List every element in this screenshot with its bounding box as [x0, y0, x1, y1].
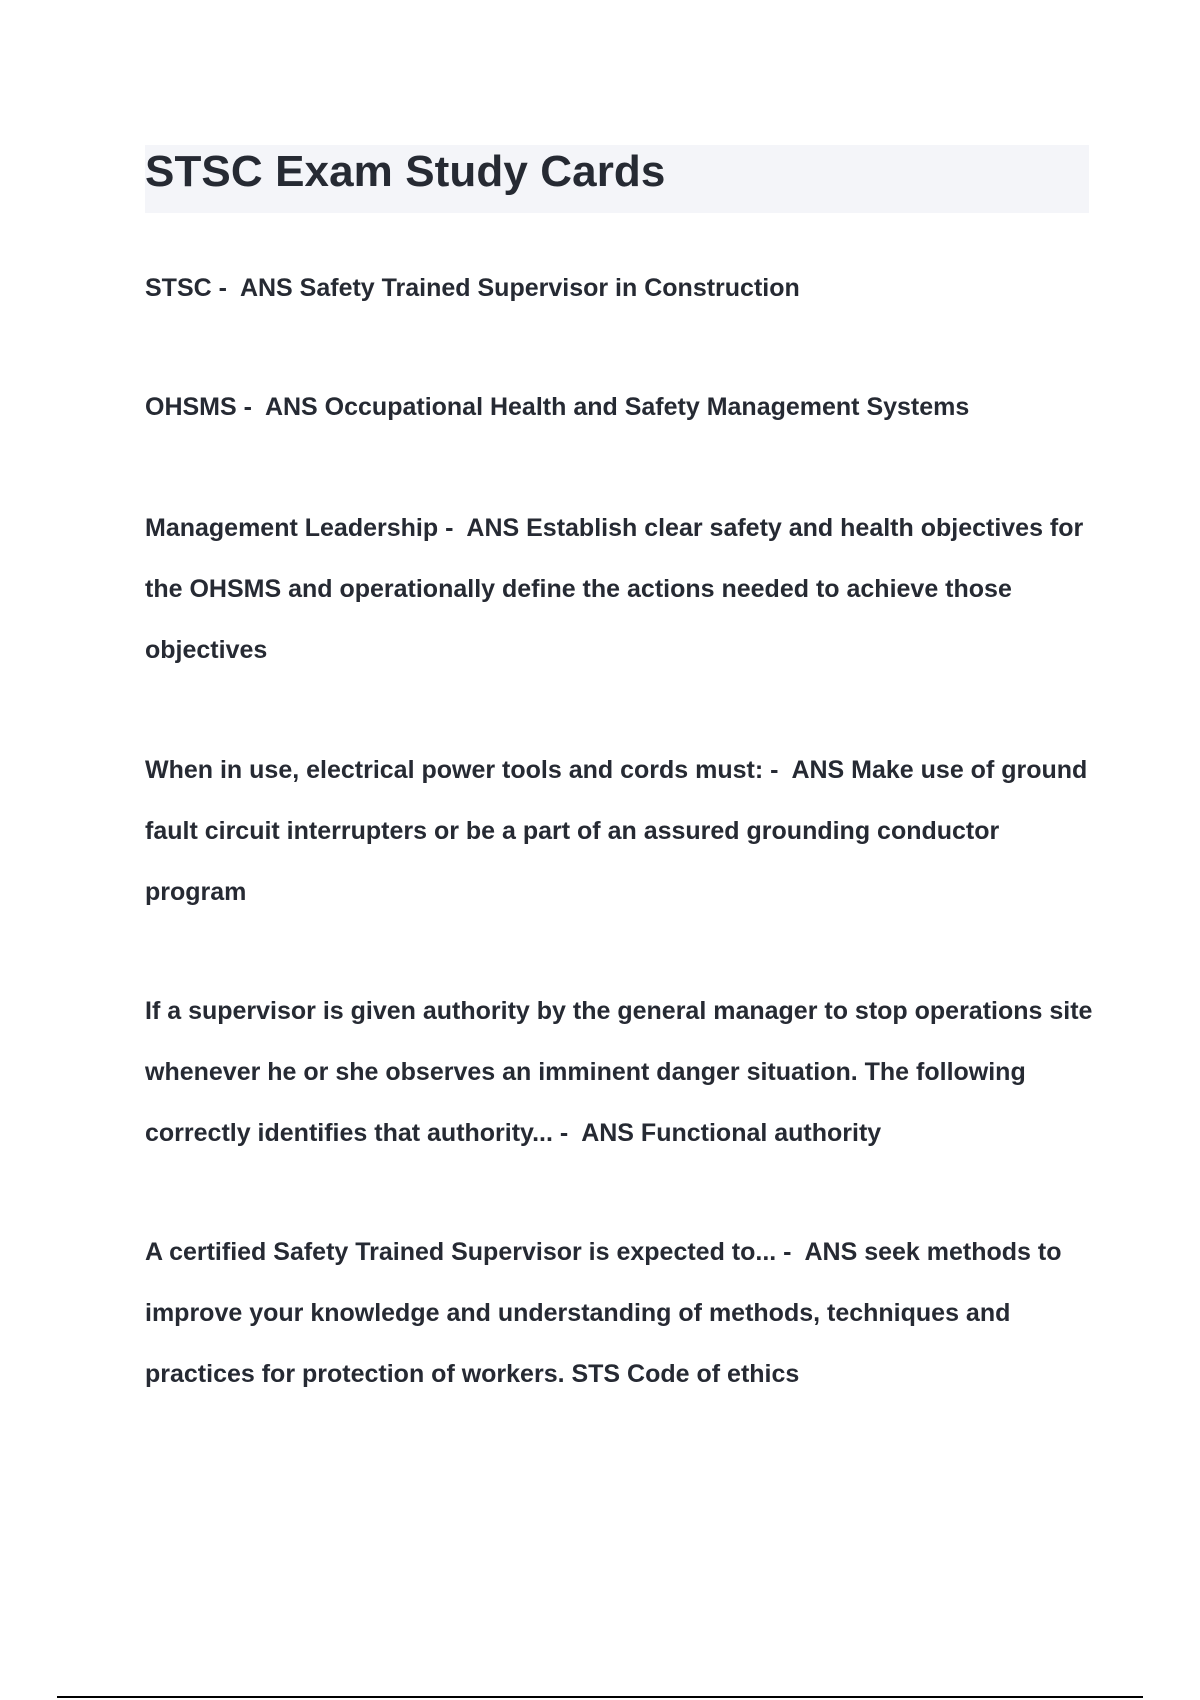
- card-answer: ANS Occupational Health and Safety Management Systems: [264, 393, 970, 421]
- card-separator: -: [236, 393, 265, 421]
- study-card-6: [145, 1222, 1095, 1405]
- card-answer: ANS Make use of ground fault circuit interrupters or be a part of an assured grounding conductor program: [145, 756, 1088, 906]
- card-question: STSC: [145, 274, 212, 302]
- study-card-4: [145, 740, 1095, 923]
- card-question: When in use, electrical power tools and cords must:: [145, 756, 764, 784]
- card-answer: ANS Safety Trained Supervisor in Construction: [239, 274, 800, 302]
- study-card-2: [145, 377, 1095, 438]
- card-answer: ANS Establish clear safety and health objectives for the OHSMS and operationally define the actions needed to achieve those objectives: [145, 514, 1084, 664]
- study-card-5: [145, 981, 1095, 1164]
- card-answer: ANS Functional authority: [581, 1119, 882, 1147]
- page-title: STSC Exam Study Cards: [145, 147, 666, 196]
- card-question: If a supervisor is given authority by the general manager to stop operations site whenever he or she observes an imminent danger situation. The following correctly identifies that authority...: [145, 997, 1093, 1147]
- card-separator: -: [438, 514, 467, 542]
- study-card-3: [145, 498, 1095, 681]
- card-question: Management Leadership: [145, 514, 439, 542]
- card-answer: ANS seek methods to improve your knowledge and understanding of methods, techniques and practices for protection of workers. STS Code of ethics: [145, 1238, 1062, 1388]
- card-separator: -: [776, 1238, 805, 1266]
- card-separator: -: [211, 274, 240, 302]
- study-card-1: [145, 258, 1095, 319]
- page-bottom-rule: [57, 1696, 1143, 1698]
- card-question: OHSMS: [145, 393, 237, 421]
- card-question: A certified Safety Trained Supervisor is expected to...: [145, 1238, 777, 1266]
- card-separator: -: [763, 756, 792, 784]
- card-separator: -: [552, 1119, 582, 1147]
